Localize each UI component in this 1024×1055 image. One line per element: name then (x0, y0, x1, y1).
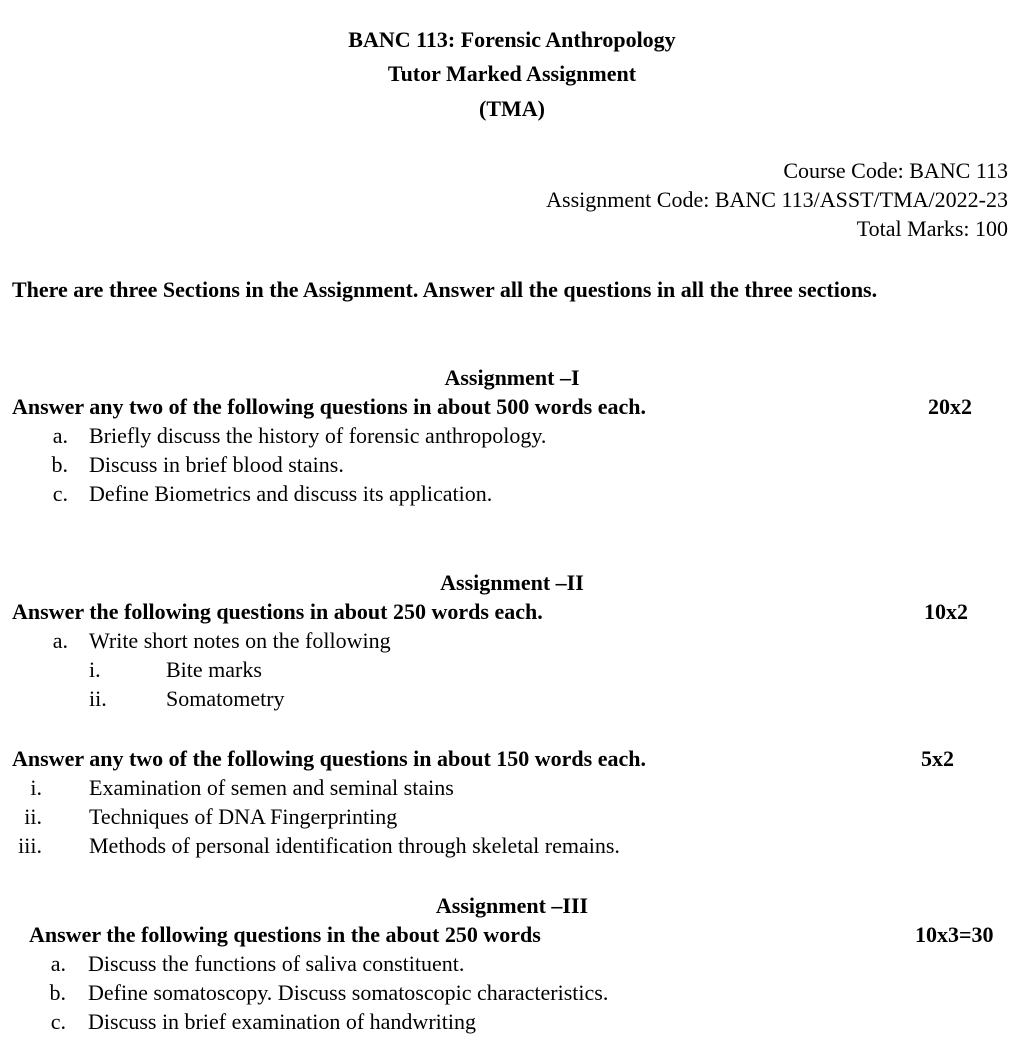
document-subtitle: Tutor Marked Assignment (387, 61, 637, 86)
question-label: c. (52, 481, 68, 506)
document-title: BANC 113: Forensic Anthropology (348, 27, 676, 52)
assignment-code: Assignment Code: BANC 113/ASST/TMA/2022-23 (546, 187, 1008, 212)
section-2-marks: 10x2 (924, 599, 968, 624)
section-3-heading: Assignment –III (435, 893, 589, 918)
section-1-heading: Assignment –I (444, 365, 580, 390)
section-2-heading: Assignment –II (440, 570, 584, 595)
question-label: b. (49, 980, 66, 1005)
intro-instruction: There are three Sections in the Assignment. Answer all the questions in all the three sections. (12, 277, 878, 302)
question-text: Define Biometrics and discuss its application. (89, 481, 493, 506)
question-text: Define somatoscopy. Discuss somatoscopic characteristics. (88, 980, 609, 1005)
question-text: Examination of semen and seminal stains (89, 775, 454, 800)
question-label: a. (52, 423, 68, 448)
question-label: a. (50, 951, 66, 976)
question-label: ii. (24, 804, 42, 829)
sub-item-label: ii. (89, 686, 107, 711)
question-label: a. (52, 628, 68, 653)
section-2-instruction-2: Answer any two of the following questions in about 150 words each. (12, 746, 646, 771)
course-code: Course Code: BANC 113 (783, 158, 1008, 183)
sub-item-text: Bite marks (166, 657, 262, 682)
question-label: c. (50, 1009, 66, 1034)
sub-item-label: i. (89, 657, 101, 682)
question-text: Techniques of DNA Fingerprinting (89, 804, 398, 829)
question-label: iii. (18, 833, 42, 858)
question-text: Discuss in brief blood stains. (89, 452, 344, 477)
question-text: Discuss in brief examination of handwriting (88, 1009, 476, 1034)
question-text: Write short notes on the following (89, 628, 391, 653)
total-marks: Total Marks: 100 (856, 216, 1008, 241)
document-subtitle-abbr: (TMA) (479, 96, 545, 121)
question-label: b. (51, 452, 68, 477)
sub-item-text: Somatometry (166, 686, 285, 711)
question-text: Briefly discuss the history of forensic anthropology. (89, 423, 547, 448)
question-text: Discuss the functions of saliva constituent. (88, 951, 465, 976)
question-label: i. (30, 775, 42, 800)
section-1-instruction: Answer any two of the following questions in about 500 words each. (12, 394, 646, 419)
section-2-instruction: Answer the following questions in about 250 words each. (12, 599, 543, 624)
section-3-instruction: Answer the following questions in the about 250 words (29, 922, 541, 947)
section-3-marks: 10x3=30 (915, 922, 994, 947)
section-1-marks: 20x2 (928, 394, 972, 419)
question-text: Methods of personal identification through skeletal remains. (89, 833, 620, 858)
section-2-marks-2: 5x2 (921, 746, 954, 771)
